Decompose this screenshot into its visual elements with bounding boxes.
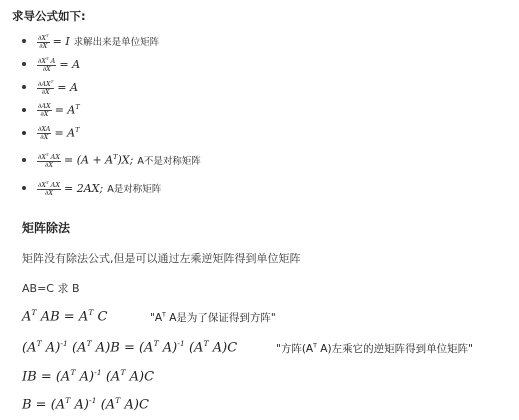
example-problem: AB=C 求 B [22,282,80,295]
bullet-icon [22,108,26,112]
formula-rhs: = $A^T$ [54,126,80,140]
list-item [22,122,84,144]
formula-heading: 求导公式如下: [12,9,86,23]
list-item [22,177,161,199]
bullet-icon [22,131,26,135]
bullet-icon [22,85,26,89]
bullet-icon [22,186,26,190]
bullet-icon [22,39,26,43]
section-title: 矩阵除法 [22,221,71,235]
formula-note: A是对称矩阵 [107,184,162,195]
step-equation: $B = (A^T$ A)$^{-1}$ ($A^T$ A)C [22,396,149,413]
step-comment: "方阵($A^T$ A)左乘它的逆矩阵得到单位矩阵" [276,342,473,355]
fraction: $\frac{\partial X^T A}{\partial X}$ [38,55,56,74]
formula-rhs: = I [52,34,70,48]
step-equation: IB = ($A^T$ A)$^{-1}$ ($A^T$ A)C [22,368,155,385]
bullet-icon [22,158,26,162]
list-item [22,30,159,52]
formula-rhs: = $A^T$ [54,103,80,117]
fraction: $\frac{\partial X^T AX}{\partial X}$ [38,179,60,198]
formula-rhs: = $(A + A^T)X$; [64,153,134,167]
list-item [22,76,82,98]
section-description: 矩阵没有除法公式,但是可以通过左乘逆矩阵得到单位矩阵 [22,252,301,265]
list-item [22,149,201,171]
step-equation: ($A^T$ A)$^{-1}$ ($A^T$ $A)B = (A^T$ A)$^{-1}$ ($A^T$ A)C [22,339,238,356]
fraction: $\frac{\partial AX}{\partial X}$ [38,101,51,118]
bullet-icon [22,62,26,66]
formula-rhs: = A [59,57,81,71]
formula-note: A不是对称矩阵 [137,156,201,167]
fraction: $\frac{\partial X^T AX}{\partial X}$ [38,151,60,170]
formula-note: 求解出来是单位矩阵 [73,37,160,48]
step-equation: $A^T$ AB = $A^T$ C [22,308,108,325]
list-item [22,99,84,121]
formula-rhs: = A [57,80,78,94]
fraction: $\frac{\partial XA}{\partial X}$ [38,124,51,141]
formula-rhs: = 2AX; [64,181,104,195]
fraction: $\frac{\partial X^T}{\partial X}$ [38,32,49,51]
fraction: $\frac{\partial AX^T}{\partial X}$ [38,78,54,97]
step-comment: "$A^T$ A是为了保证得到方阵" [150,311,276,324]
list-item [22,53,84,75]
